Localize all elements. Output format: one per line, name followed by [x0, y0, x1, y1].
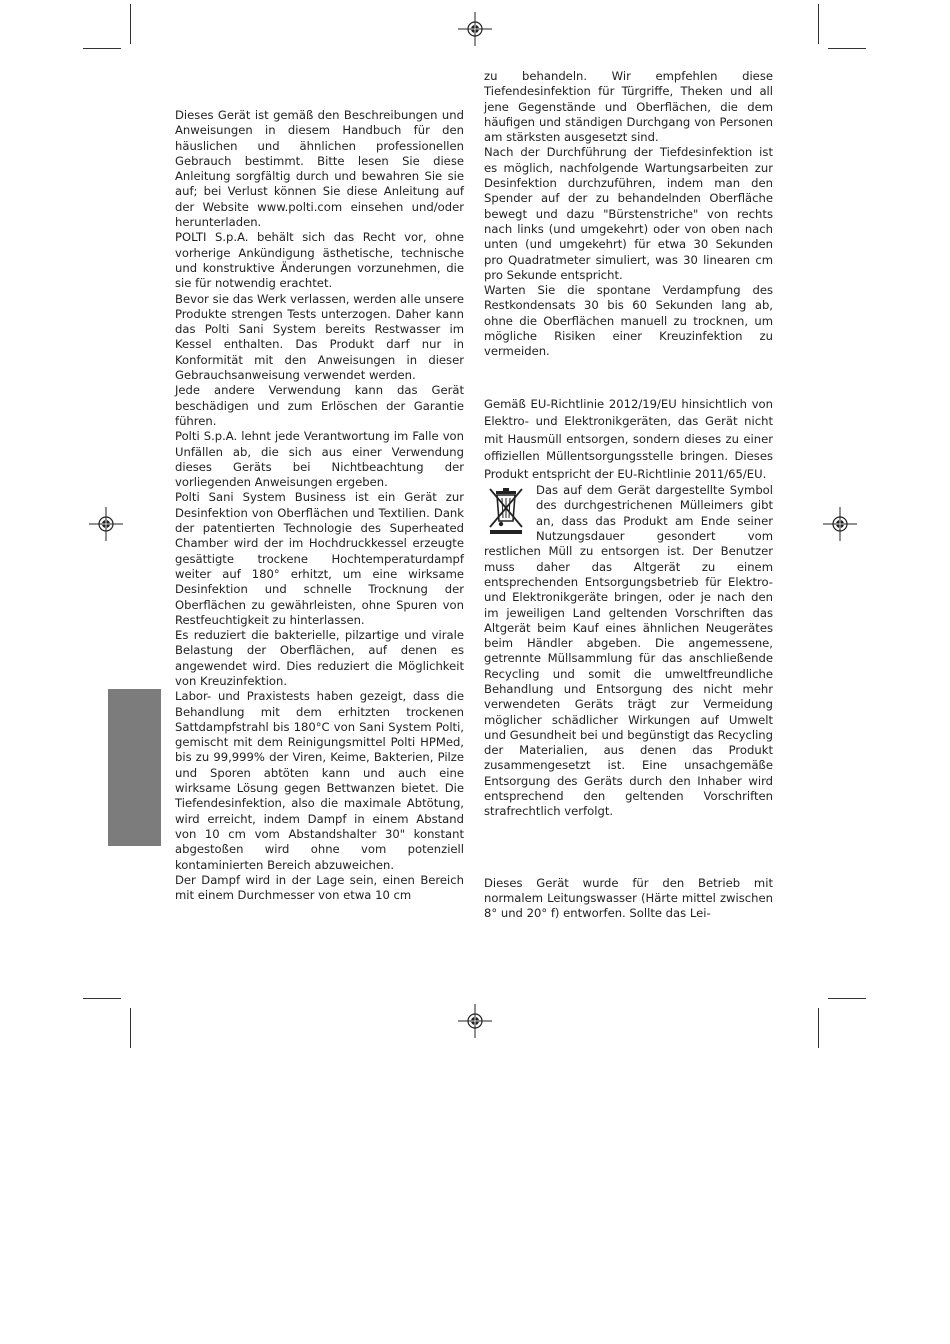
crop-mark [818, 1008, 819, 1048]
registration-target-icon [823, 507, 857, 541]
crop-mark [83, 48, 121, 49]
weee-section [484, 483, 773, 820]
paragraph: Jede andere Verwendung kann das Gerät beschädigen und zum Erlöschen der Garantie führen. [175, 383, 464, 428]
crop-mark [828, 998, 866, 999]
paragraph: zu behandeln. Wir empfehlen diese Tiefendesinfektion für Türgriffe, Theken und all jene Gegenstände und Oberflächen, die dem häufigen und ständigen Durchgang von Personen am stärksten ausgesetzt sind. [484, 69, 773, 145]
left-column [175, 108, 464, 903]
paragraph: Labor- und Praxistests haben gezeigt, dass die Behandlung mit dem erhitzten trockenen Sattdampfstrahl bis 180°C von Sani System Polti, gemischt mit dem Reinigungsmittel Polti HPMed, bis zu 99,999% der Viren, Keime, Bakterien, Pilze und Sporen abtöten kann und auch eine wirksame Lösung gegen Bettwanzen bietet. Die Tiefendesinfektion, also die maximale Abtötung, wird erreicht, indem Dampf in einem Abstand von 10 cm vom Abstandshalter 30" konstant abgestoßen wird ohne vom potenziell kontaminierten Bereich abzuweichen. [175, 689, 464, 872]
paragraph: Dieses Gerät ist gemäß den Beschreibungen und Anweisungen in diesem Handbuch für den häuslichen und ähnlichen professionellen Gebrauch bestimmt. Bitte lesen Sie diese Anleitung sorgfältig durch und bewahren Sie sie auf; bei Verlust können Sie diese Anleitung auf der Website www.polti.com einsehen und/oder herunterladen. [175, 108, 464, 230]
water-text: Dieses Gerät wurde für den Betrieb mit normalem Leitungswasser (Härte mittel zwischen 8° und 20° f) entworfen. Sollte das Lei- [484, 875, 773, 921]
crossed-out-wheelie-bin-icon [484, 485, 528, 535]
paragraph: Nach der Durchführung der Tiefdesinfektion ist es möglich, nachfolgende Wartungsarbeiten zur Desinfektion durchzuführen, indem man den Spender auf der zu behandelnden Oberfläche bewegt und dazu "Bürstenstriche" von rechts nach links (und umgekehrt) oder von oben nach unten (und umgekehrt) für etwa 30 Sekunden pro Quadratmeter simuliert, was 30 linearen cm pro Sekunde entspricht. [484, 145, 773, 282]
right-column [484, 69, 773, 922]
crop-mark [130, 4, 131, 44]
paragraph: Es reduziert die bakterielle, pilzartige und virale Belastung der Oberflächen, auf denen es angewendet wird. Dies reduziert die Möglichkeit von Kreuzinfektion. [175, 628, 464, 688]
weee-intro: Gemäß EU-Richtlinie 2012/19/EU hinsichtlich von Elektro- und Elektronikgeräten, das Gerät nicht mit Hausmüll entsorgen, sondern dieses zu einer offiziellen Müllentsorgungsstelle bringen. Dieses Produkt entspricht der EU-Richtlinie 2011/65/EU. [484, 396, 773, 481]
paragraph: Warten Sie die spontane Verdampfung des Restkondensats 30 bis 60 Sekunden lang ab, ohne die Oberflächen manuell zu trocknen, um mögliche Risiken einer Kreuzinfektion zu vermeiden. [484, 283, 773, 359]
paragraph: Bevor sie das Werk verlassen, werden alle unsere Produkte strengen Tests unterzogen. Daher kann das Polti Sani System bereits Restwasser im Kessel enthalten. Das Produkt darf nur in Konformität mit den Anweisungen in dieser Gebrauchsanweisung verwendet werden. [175, 291, 464, 383]
language-side-tab [108, 689, 161, 846]
paragraph: Der Dampf wird in der Lage sein, einen Bereich mit einem Durchmesser von etwa 10 cm [175, 872, 464, 903]
weee-text: Das auf dem Gerät dargestellte Symbol des durchgestrichenen Mülleimers gibt an, dass das Produkt am Ende seiner Nutzungsdauer gesondert vom restlichen Müll zu entsorgen ist. Der Benutzer muss daher das Altgerät zu einem entsprechenden Entsorgungsbetrieb für Elektro- und Elektronikgeräte bringen, oder je nach den im jeweiligen Land geltenden Vorschriften das Altgerät beim Kauf eines ähnlichen Neugerätes beim Händler abgeben. Die angemessene, getrennte Müllsammlung für das anschließende Recycling und somit die umweltfreundliche Behandlung und Entsorgung des nicht mehr verwendeten Geräts trägt zur Vermeidung möglicher schädlicher Wirkungen auf Umwelt und Gesundheit bei und begünstigt das Recycling der Materialien, aus denen das Produkt zusammengesetzt ist. Eine unsachgemäße Entsorgung des Geräts durch den Inhaber wird entsprechend den geltenden Vorschriften strafrechtlich verfolgt. [484, 483, 773, 819]
crop-mark [828, 48, 866, 49]
paragraph: Polti Sani System Business ist ein Gerät zur Desinfektion von Oberflächen und Textilien. Dank der patentierten Technologie des Superheated Chamber wird der im Hochdruckkessel erzeugte gesättigte trockene Hochtemperaturdampf weiter auf 180° erhitzt, um eine wirksame Desinfektion und schnelle Trocknung der Oberflächen zu gewährleisten, ohne Spuren von Restfeuchtigkeit zu hinterlassen. [175, 490, 464, 627]
crop-mark [83, 998, 121, 999]
registration-target-icon [458, 1004, 492, 1038]
paragraph: Polti S.p.A. lehnt jede Verantwortung im Falle von Unfällen ab, die sich aus einer Verwendung dieses Geräts bei Nichtbeachtung der vorliegenden Anweisungen ergeben. [175, 429, 464, 490]
crop-mark [818, 4, 819, 44]
paragraph: POLTI S.p.A. behält sich das Recht vor, ohne vorherige Ankündigung ästhetische, technische und konstruktive Änderungen vorzunehmen, die sie für notwendig erachtet. [175, 230, 464, 291]
registration-target-icon [89, 507, 123, 541]
crop-mark [130, 1008, 131, 1048]
registration-target-icon [458, 12, 492, 46]
